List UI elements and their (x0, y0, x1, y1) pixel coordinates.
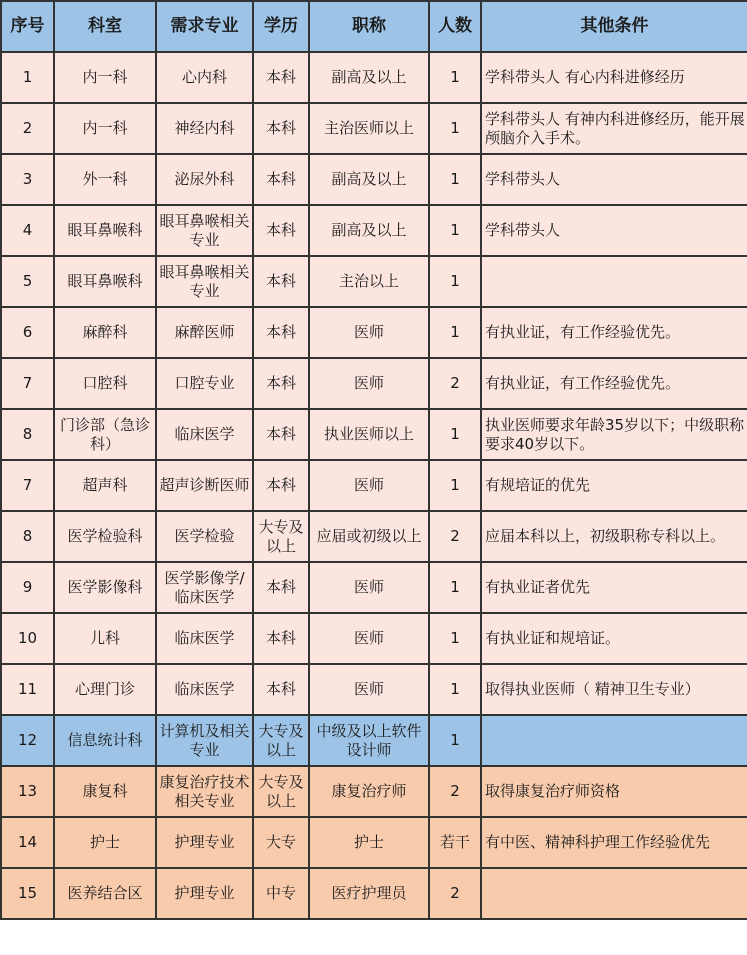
cell-title: 医师 (309, 613, 429, 664)
cell-count: 1 (429, 52, 481, 103)
cell-dept: 医养结合区 (54, 868, 156, 919)
cell-major: 临床医学 (156, 613, 253, 664)
table-body (1, 52, 747, 919)
cell-dept: 超声科 (54, 460, 156, 511)
cell-education: 本科 (253, 358, 309, 409)
cell-education: 本科 (253, 154, 309, 205)
cell-dept: 口腔科 (54, 358, 156, 409)
cell-other: 有规培证的优先 (481, 460, 747, 511)
cell-no: 11 (1, 664, 54, 715)
table-row (1, 511, 747, 562)
cell-no: 14 (1, 817, 54, 868)
table-row (1, 205, 747, 256)
cell-education: 本科 (253, 103, 309, 154)
cell-major: 护理专业 (156, 817, 253, 868)
cell-count: 2 (429, 766, 481, 817)
cell-title: 副高及以上 (309, 205, 429, 256)
cell-count: 1 (429, 205, 481, 256)
cell-major: 医学影像学/临床医学 (156, 562, 253, 613)
cell-major: 麻醉医师 (156, 307, 253, 358)
cell-other: 有执业证，有工作经验优先。 (481, 307, 747, 358)
table-row (1, 613, 747, 664)
cell-other: 有执业证者优先 (481, 562, 747, 613)
cell-dept: 麻醉科 (54, 307, 156, 358)
table-row (1, 664, 747, 715)
cell-title: 医师 (309, 664, 429, 715)
table-row (1, 868, 747, 919)
cell-count: 1 (429, 409, 481, 460)
cell-other: 学科带头人 (481, 205, 747, 256)
cell-no: 2 (1, 103, 54, 154)
cell-dept: 内一科 (54, 103, 156, 154)
cell-count: 若干 (429, 817, 481, 868)
cell-other: 有执业证和规培证。 (481, 613, 747, 664)
cell-major: 神经内科 (156, 103, 253, 154)
cell-major: 护理专业 (156, 868, 253, 919)
cell-other (481, 868, 747, 919)
cell-education: 本科 (253, 664, 309, 715)
table-row (1, 817, 747, 868)
cell-title: 医师 (309, 358, 429, 409)
cell-title: 护士 (309, 817, 429, 868)
cell-count: 2 (429, 511, 481, 562)
header-row (1, 1, 747, 52)
cell-major: 眼耳鼻喉相关专业 (156, 205, 253, 256)
cell-count: 1 (429, 154, 481, 205)
cell-title: 医师 (309, 460, 429, 511)
table-row (1, 409, 747, 460)
cell-major: 心内科 (156, 52, 253, 103)
cell-count: 1 (429, 460, 481, 511)
header-no: 序号 (1, 1, 54, 52)
cell-title: 副高及以上 (309, 154, 429, 205)
cell-other: 有执业证，有工作经验优先。 (481, 358, 747, 409)
cell-major: 计算机及相关专业 (156, 715, 253, 766)
header-dept: 科室 (54, 1, 156, 52)
cell-other: 学科带头人 有神内科进修经历，能开展颅脑介入手术。 (481, 103, 747, 154)
cell-count: 1 (429, 715, 481, 766)
cell-count: 1 (429, 256, 481, 307)
cell-other: 取得执业医师（ 精神卫生专业） (481, 664, 747, 715)
cell-education: 本科 (253, 52, 309, 103)
table-row (1, 460, 747, 511)
cell-education: 本科 (253, 307, 309, 358)
header-major: 需求专业 (156, 1, 253, 52)
cell-other (481, 256, 747, 307)
cell-no: 7 (1, 460, 54, 511)
cell-education: 大专 (253, 817, 309, 868)
cell-other: 取得康复治疗师资格 (481, 766, 747, 817)
cell-major: 口腔专业 (156, 358, 253, 409)
table-row (1, 715, 747, 766)
header-count: 人数 (429, 1, 481, 52)
cell-count: 1 (429, 664, 481, 715)
cell-dept: 眼耳鼻喉科 (54, 256, 156, 307)
cell-education: 大专及以上 (253, 715, 309, 766)
cell-other: 学科带头人 有心内科进修经历 (481, 52, 747, 103)
cell-title: 中级及以上软件设计师 (309, 715, 429, 766)
cell-education: 本科 (253, 460, 309, 511)
cell-no: 4 (1, 205, 54, 256)
cell-count: 2 (429, 358, 481, 409)
cell-count: 1 (429, 307, 481, 358)
cell-dept: 医学影像科 (54, 562, 156, 613)
cell-count: 1 (429, 103, 481, 154)
cell-title: 执业医师以上 (309, 409, 429, 460)
cell-education: 本科 (253, 205, 309, 256)
header-title: 职称 (309, 1, 429, 52)
cell-education: 本科 (253, 562, 309, 613)
cell-title: 医师 (309, 307, 429, 358)
cell-no: 9 (1, 562, 54, 613)
cell-title: 医疗护理员 (309, 868, 429, 919)
table-row (1, 562, 747, 613)
cell-other: 有中医、精神科护理工作经验优先 (481, 817, 747, 868)
cell-dept: 内一科 (54, 52, 156, 103)
cell-title: 医师 (309, 562, 429, 613)
cell-title: 副高及以上 (309, 52, 429, 103)
cell-dept: 儿科 (54, 613, 156, 664)
cell-education: 大专及以上 (253, 511, 309, 562)
table-row (1, 307, 747, 358)
cell-no: 6 (1, 307, 54, 358)
cell-dept: 医学检验科 (54, 511, 156, 562)
header-education: 学历 (253, 1, 309, 52)
cell-no: 8 (1, 409, 54, 460)
cell-dept: 护士 (54, 817, 156, 868)
table-row (1, 358, 747, 409)
cell-title: 主治以上 (309, 256, 429, 307)
cell-education: 本科 (253, 256, 309, 307)
table-row (1, 766, 747, 817)
header-other: 其他条件 (481, 1, 747, 52)
cell-dept: 眼耳鼻喉科 (54, 205, 156, 256)
cell-count: 1 (429, 562, 481, 613)
cell-no: 13 (1, 766, 54, 817)
table-row (1, 103, 747, 154)
table-row (1, 256, 747, 307)
cell-other: 执业医师要求年龄35岁以下；中级职称要求40岁以下。 (481, 409, 747, 460)
table-row (1, 52, 747, 103)
cell-dept: 心理门诊 (54, 664, 156, 715)
cell-no: 12 (1, 715, 54, 766)
cell-other (481, 715, 747, 766)
cell-education: 大专及以上 (253, 766, 309, 817)
cell-dept: 信息统计科 (54, 715, 156, 766)
cell-other: 学科带头人 (481, 154, 747, 205)
cell-major: 临床医学 (156, 409, 253, 460)
cell-no: 10 (1, 613, 54, 664)
cell-title: 主治医师以上 (309, 103, 429, 154)
cell-count: 1 (429, 613, 481, 664)
cell-major: 超声诊断医师 (156, 460, 253, 511)
cell-count: 2 (429, 868, 481, 919)
cell-no: 1 (1, 52, 54, 103)
cell-major: 临床医学 (156, 664, 253, 715)
cell-dept: 门诊部（急诊科） (54, 409, 156, 460)
cell-no: 3 (1, 154, 54, 205)
cell-other: 应届本科以上，初级职称专科以上。 (481, 511, 747, 562)
cell-education: 本科 (253, 409, 309, 460)
cell-major: 康复治疗技术相关专业 (156, 766, 253, 817)
cell-education: 本科 (253, 613, 309, 664)
cell-title: 康复治疗师 (309, 766, 429, 817)
cell-no: 15 (1, 868, 54, 919)
table-row (1, 154, 747, 205)
cell-title: 应届或初级以上 (309, 511, 429, 562)
cell-no: 5 (1, 256, 54, 307)
cell-dept: 外一科 (54, 154, 156, 205)
cell-major: 泌尿外科 (156, 154, 253, 205)
cell-dept: 康复科 (54, 766, 156, 817)
cell-no: 8 (1, 511, 54, 562)
cell-no: 7 (1, 358, 54, 409)
cell-education: 中专 (253, 868, 309, 919)
cell-major: 眼耳鼻喉相关专业 (156, 256, 253, 307)
cell-major: 医学检验 (156, 511, 253, 562)
